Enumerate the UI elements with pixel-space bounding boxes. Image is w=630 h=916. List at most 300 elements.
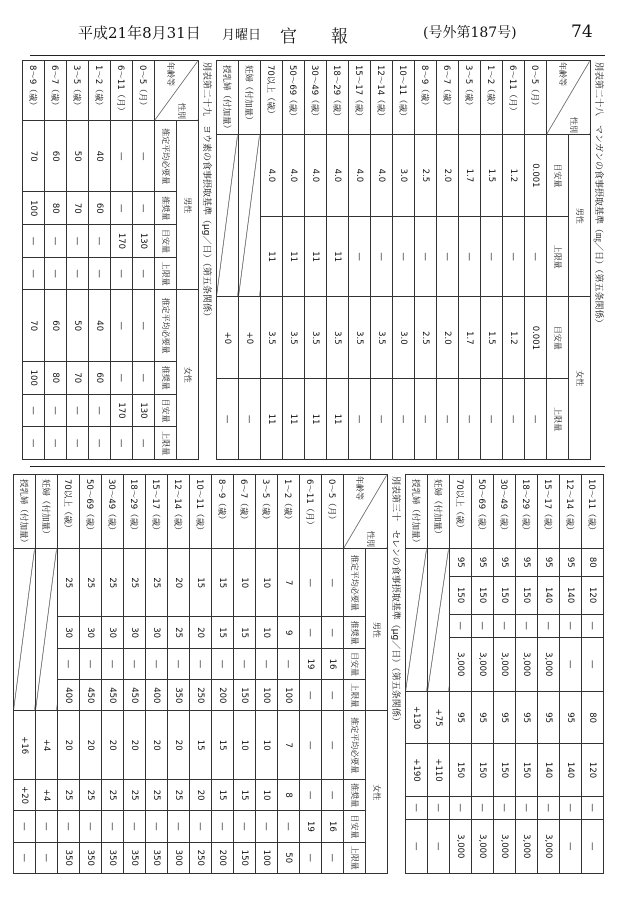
table-cell: 150: [516, 576, 538, 614]
table-row: [371, 61, 393, 460]
table-cell: 95: [516, 549, 538, 576]
row-label: 18～29（歳）: [327, 61, 349, 135]
col-header: 目安量: [155, 394, 177, 427]
sex-label: 性別: [366, 531, 376, 548]
table-cell: —: [525, 216, 547, 297]
table-row: [278, 475, 300, 874]
table-cell: 3.5: [283, 297, 305, 379]
col-header: 推定平均必要量: [344, 549, 366, 617]
table-row: [283, 61, 305, 460]
table-cell: —: [58, 648, 80, 679]
table-cell: 95: [472, 691, 494, 743]
table-cell: 170: [111, 225, 133, 258]
table-cell: 4.0: [261, 135, 283, 217]
table-cell: —: [481, 379, 503, 460]
table-cell: 7: [278, 711, 300, 779]
table-cell: —: [560, 637, 582, 691]
table-cell: 25: [80, 549, 102, 617]
table-cell: 3.0: [393, 135, 415, 217]
table-cell: —: [459, 216, 481, 297]
table-cell: 30: [146, 617, 168, 648]
table-cell: —: [14, 842, 36, 873]
table-cell: 25: [58, 549, 80, 617]
sex-label: 性別: [569, 117, 579, 134]
table-cell: 3.0: [393, 297, 415, 379]
col-header: 上限量: [155, 257, 177, 290]
table-cell: 25: [58, 779, 80, 810]
table-cell: —: [256, 811, 278, 842]
table-cell: 25: [168, 617, 190, 648]
table-cell: 80: [582, 549, 604, 576]
row-label: 10～11（歳）: [190, 475, 212, 549]
table-cell: —: [406, 796, 428, 819]
table-cell: —: [437, 379, 459, 460]
page-number: 74: [571, 22, 593, 42]
row-label: 70以上（歳）: [261, 61, 283, 135]
table-cell: 95: [494, 549, 516, 576]
table-cell: 2.0: [437, 135, 459, 217]
table-cell: 140: [538, 744, 560, 796]
table-cell: 9: [278, 617, 300, 648]
age-label: 年齢等: [355, 476, 365, 500]
table-cell: 95: [560, 549, 582, 576]
col-header: 上限量: [547, 379, 569, 460]
table-cell: 70: [23, 290, 45, 361]
table-cell: —: [111, 361, 133, 394]
row-label: 授乳婦（付加量）: [14, 475, 36, 549]
table-cell: 15: [190, 711, 212, 779]
table-cell: 60: [45, 121, 67, 192]
table-row: [234, 475, 256, 874]
table-cell: —: [278, 811, 300, 842]
table-cell: 80: [45, 361, 67, 394]
table-row: [327, 61, 349, 460]
table-cell: 200: [212, 680, 234, 711]
table-row: [428, 475, 450, 874]
table-cell: —: [67, 427, 89, 460]
row-label: 3～5（歳）: [67, 61, 89, 121]
caption-manganese: 別表第二十八 マンガンの食事摂取基準（㎎／日）（第五条関係）: [593, 62, 603, 328]
table-cell: —: [239, 379, 261, 460]
table-cell: 30: [80, 617, 102, 648]
table-cell: 11: [327, 379, 349, 460]
table-cell: —: [472, 796, 494, 819]
table-cell: —: [349, 216, 371, 297]
table-cell: —: [322, 549, 344, 617]
table-cell: 4.0: [283, 135, 305, 217]
table-cell: 95: [516, 691, 538, 743]
table-selenium: [13, 474, 388, 874]
table-cell: 30: [58, 617, 80, 648]
table-cell: —: [538, 796, 560, 819]
table-row: [538, 475, 560, 874]
table-cell: —: [322, 617, 344, 648]
table-cell: 25: [146, 549, 168, 617]
table-cell: —: [406, 819, 428, 873]
male-header: 男性: [177, 121, 199, 290]
table-cell: +110: [428, 744, 450, 796]
table-cell: 25: [102, 779, 124, 810]
table-cell: 20: [58, 711, 80, 779]
table-cell: 50: [67, 121, 89, 192]
table-cell: 3,000: [494, 637, 516, 691]
table-cell: —: [582, 614, 604, 637]
col-header: 目安量: [344, 648, 366, 679]
table-row: [525, 61, 547, 460]
table-cell: 3.5: [371, 297, 393, 379]
table-cell: 11: [261, 216, 283, 297]
table-cell: 50: [67, 290, 89, 361]
table-cell: 11: [327, 216, 349, 297]
table-cell: —: [23, 257, 45, 290]
table-cell: —: [300, 680, 322, 711]
table-cell: 8: [278, 779, 300, 810]
table-row: [300, 475, 322, 874]
col-header: 目安量: [155, 225, 177, 258]
table-cell: +190: [406, 744, 428, 796]
table-cell: 4.0: [349, 135, 371, 217]
table-cell: —: [525, 379, 547, 460]
table-cell: —: [516, 614, 538, 637]
table-iodine-continued: [405, 474, 604, 874]
table-cell: —: [102, 648, 124, 679]
table-cell: 15: [234, 617, 256, 648]
table-cell: 70: [23, 121, 45, 192]
age-label: 年齢等: [166, 62, 176, 86]
female-header: 女性: [366, 711, 388, 874]
table-row: [217, 61, 239, 460]
table-cell: 25: [168, 779, 190, 810]
row-label: 0～5（月）: [322, 475, 344, 549]
row-label: 70以上（歳）: [450, 475, 472, 549]
col-header: 目安量: [547, 297, 569, 379]
table-iodine: [22, 60, 199, 460]
table-cell: 3,000: [450, 819, 472, 873]
table-cell: 1.5: [481, 135, 503, 217]
table-cell: 40: [89, 290, 111, 361]
col-header: 推定平均必要量: [155, 290, 177, 361]
table-cell: —: [393, 216, 415, 297]
table-row: [239, 61, 261, 460]
table-cell: 11: [261, 379, 283, 460]
table-cell: 150: [516, 744, 538, 796]
table-cell: 120: [582, 576, 604, 614]
table-cell: 350: [80, 842, 102, 873]
table-cell: —: [415, 379, 437, 460]
table-cell: 15: [212, 617, 234, 648]
table-cell: —: [234, 648, 256, 679]
table-row: [67, 61, 89, 460]
table-cell: 20: [168, 711, 190, 779]
row-label: 8～9（歳）: [23, 61, 45, 121]
table-cell: —: [503, 216, 525, 297]
table-cell: —: [212, 648, 234, 679]
table-row: [146, 475, 168, 874]
table-cell: —: [67, 225, 89, 258]
table-cell: 170: [111, 394, 133, 427]
table-cell: 3,000: [450, 637, 472, 691]
table-cell: —: [582, 637, 604, 691]
row-label: 6～7（歳）: [437, 61, 459, 135]
table-cell: —: [300, 842, 322, 873]
table-cell: 19: [300, 811, 322, 842]
row-label: 15～17（歳）: [349, 61, 371, 135]
table-cell: —: [300, 711, 322, 779]
table-cell: 140: [560, 744, 582, 796]
table-cell: 100: [256, 680, 278, 711]
table-cell: —: [322, 680, 344, 711]
table-cell: 3,000: [472, 819, 494, 873]
row-label: 妊婦（付加量）: [428, 475, 450, 549]
table-cell: —: [322, 842, 344, 873]
table-cell: 3.5: [327, 297, 349, 379]
table-cell: 3.5: [305, 297, 327, 379]
table-cell: 120: [582, 744, 604, 796]
table-row: [393, 61, 415, 460]
table-cell: —: [538, 614, 560, 637]
table-cell: 350: [102, 842, 124, 873]
table-row: [494, 475, 516, 874]
table-row: [560, 475, 582, 874]
row-label: 18～29（歳）: [516, 475, 538, 549]
table-cell: —: [428, 796, 450, 819]
table-cell: 200: [212, 842, 234, 873]
table-cell: —: [45, 427, 67, 460]
table-cell: +16: [14, 711, 36, 779]
table-cell: 40: [89, 121, 111, 192]
table-cell: —: [45, 257, 67, 290]
col-header: 推定平均必要量: [344, 711, 366, 779]
row-label: 10～11（歳）: [393, 61, 415, 135]
table-cell: 10: [256, 711, 278, 779]
table-cell: 2.0: [437, 297, 459, 379]
table-cell: 4.0: [327, 135, 349, 217]
page-header: [0, 0, 630, 60]
table-cell: 70: [67, 192, 89, 225]
table-cell: 100: [23, 361, 45, 394]
table-cell: 15: [212, 549, 234, 617]
upper-block: [22, 60, 604, 460]
table-cell: —: [190, 811, 212, 842]
table-cell: +4: [36, 779, 58, 810]
table-cell: —: [472, 614, 494, 637]
table-cell: 150: [494, 576, 516, 614]
table-cell: 0.001: [525, 135, 547, 217]
table-cell: 450: [124, 680, 146, 711]
table-cell: +75: [428, 691, 450, 743]
table-cell: —: [89, 225, 111, 258]
table-row: [582, 475, 604, 874]
table-cell: 400: [146, 680, 168, 711]
table-cell: —: [256, 648, 278, 679]
table-cell: +4: [36, 711, 58, 779]
table-cell: —: [582, 819, 604, 873]
table-cell: 100: [23, 192, 45, 225]
table-cell: —: [111, 257, 133, 290]
table-cell: 80: [45, 192, 67, 225]
table-row: [437, 61, 459, 460]
empty-cell: [428, 549, 450, 692]
table-cell: —: [89, 394, 111, 427]
table-row: [124, 475, 146, 874]
table-cell: 60: [89, 361, 111, 394]
table-cell: —: [450, 614, 472, 637]
table-cell: 11: [305, 379, 327, 460]
table-cell: 10: [256, 779, 278, 810]
age-label: 年齢等: [558, 62, 568, 86]
table-cell: 95: [538, 549, 560, 576]
table-cell: 15: [212, 779, 234, 810]
table-cell: 450: [80, 680, 102, 711]
table-cell: 10: [234, 549, 256, 617]
table-cell: 10: [256, 549, 278, 617]
table-row: [212, 475, 234, 874]
table-cell: 150: [494, 744, 516, 796]
row-label: 0～5（月）: [525, 61, 547, 135]
table-cell: 11: [283, 216, 305, 297]
table-cell: 1.7: [459, 297, 481, 379]
table-cell: 130: [133, 394, 155, 427]
row-label: 1～2（歳）: [89, 61, 111, 121]
table-cell: —: [349, 379, 371, 460]
col-header: 目安量: [344, 811, 366, 842]
row-label: 3～5（歳）: [256, 475, 278, 549]
table-cell: 7: [278, 549, 300, 617]
table-cell: 400: [58, 680, 80, 711]
col-header: 上限量: [344, 680, 366, 711]
table-cell: 95: [494, 691, 516, 743]
table-cell: —: [168, 648, 190, 679]
row-label: 18～29（歳）: [124, 475, 146, 549]
table-row: [516, 475, 538, 874]
table-cell: 25: [124, 549, 146, 617]
table-cell: 95: [560, 691, 582, 743]
table-cell: 19: [300, 648, 322, 679]
table-cell: —: [89, 427, 111, 460]
empty-cell: [217, 135, 239, 297]
table-cell: 3,000: [516, 819, 538, 873]
table-row: [503, 61, 525, 460]
table-cell: 450: [102, 680, 124, 711]
table-cell: —: [481, 216, 503, 297]
table-row: [190, 475, 212, 874]
table-cell: 3,000: [472, 637, 494, 691]
sex-label: 性別: [177, 103, 187, 119]
table-cell: 150: [472, 744, 494, 796]
table-manganese: [216, 60, 591, 460]
header-rule: [30, 55, 605, 56]
col-header: 推奨量: [344, 779, 366, 810]
row-label: 妊婦（付加量）: [239, 61, 261, 135]
table-row: [168, 475, 190, 874]
table-cell: —: [111, 121, 133, 192]
table-cell: 250: [190, 842, 212, 873]
table-cell: 30: [102, 617, 124, 648]
table-cell: 30: [124, 617, 146, 648]
table-row: [406, 475, 428, 874]
table-cell: 20: [190, 617, 212, 648]
table-cell: 80: [582, 691, 604, 743]
table-cell: 1.2: [503, 135, 525, 217]
table-cell: —: [300, 617, 322, 648]
table-row: [481, 61, 503, 460]
table-row: [459, 61, 481, 460]
table-cell: 50: [278, 842, 300, 873]
table-cell: 20: [102, 711, 124, 779]
table-cell: 150: [234, 680, 256, 711]
table-cell: —: [133, 427, 155, 460]
issue-number: (号外第187号): [423, 25, 517, 41]
table-row: [305, 61, 327, 460]
corner-cell: [155, 61, 199, 121]
col-header: 上限量: [344, 842, 366, 873]
table-cell: 95: [450, 691, 472, 743]
col-header: 推定平均必要量: [155, 121, 177, 192]
table-cell: —: [133, 192, 155, 225]
table-cell: 70: [67, 361, 89, 394]
table-row: [261, 61, 283, 460]
table-cell: 95: [472, 549, 494, 576]
table-cell: +0: [217, 297, 239, 379]
table-cell: 1.7: [459, 135, 481, 217]
table-row: [14, 475, 36, 874]
table-cell: —: [23, 394, 45, 427]
female-header: 女性: [569, 297, 591, 460]
table-row: [472, 475, 494, 874]
table-cell: 25: [146, 779, 168, 810]
table-row: [58, 475, 80, 874]
table-cell: —: [67, 394, 89, 427]
row-label: 6～11（月）: [503, 61, 525, 135]
table-cell: 20: [124, 711, 146, 779]
table-cell: —: [371, 379, 393, 460]
table-cell: —: [300, 549, 322, 617]
table-cell: —: [111, 290, 133, 361]
row-label: 6～11（月）: [300, 475, 322, 549]
row-label: 1～2（歳）: [481, 61, 503, 135]
male-header: 男性: [569, 135, 591, 297]
empty-cell: [239, 135, 261, 297]
table-cell: 16: [322, 811, 344, 842]
table-cell: 350: [58, 842, 80, 873]
table-cell: —: [217, 379, 239, 460]
table-row: [415, 61, 437, 460]
table-cell: —: [36, 842, 58, 873]
table-cell: 150: [472, 576, 494, 614]
table-cell: —: [133, 361, 155, 394]
row-label: 50～69（歳）: [283, 61, 305, 135]
table-row: [102, 475, 124, 874]
row-label: 授乳婦（付加量）: [406, 475, 428, 549]
table-cell: —: [146, 648, 168, 679]
lower-block: [13, 474, 604, 874]
table-cell: —: [89, 257, 111, 290]
row-label: 12～14（歳）: [168, 475, 190, 549]
empty-cell: [14, 549, 36, 711]
corner-cell: [547, 61, 591, 135]
table-cell: 130: [133, 225, 155, 258]
table-cell: —: [133, 121, 155, 192]
table-row: [45, 61, 67, 460]
table-cell: —: [190, 648, 212, 679]
table-cell: 25: [102, 549, 124, 617]
table-cell: —: [133, 257, 155, 290]
table-cell: 20: [146, 711, 168, 779]
table-cell: —: [450, 796, 472, 819]
row-label: 15～17（歳）: [538, 475, 560, 549]
caption-iodine: 別表第二十九 ヨウ素の食事摂取基準（μg／日）（第五条関係）: [201, 62, 211, 321]
table-cell: 15: [234, 779, 256, 810]
